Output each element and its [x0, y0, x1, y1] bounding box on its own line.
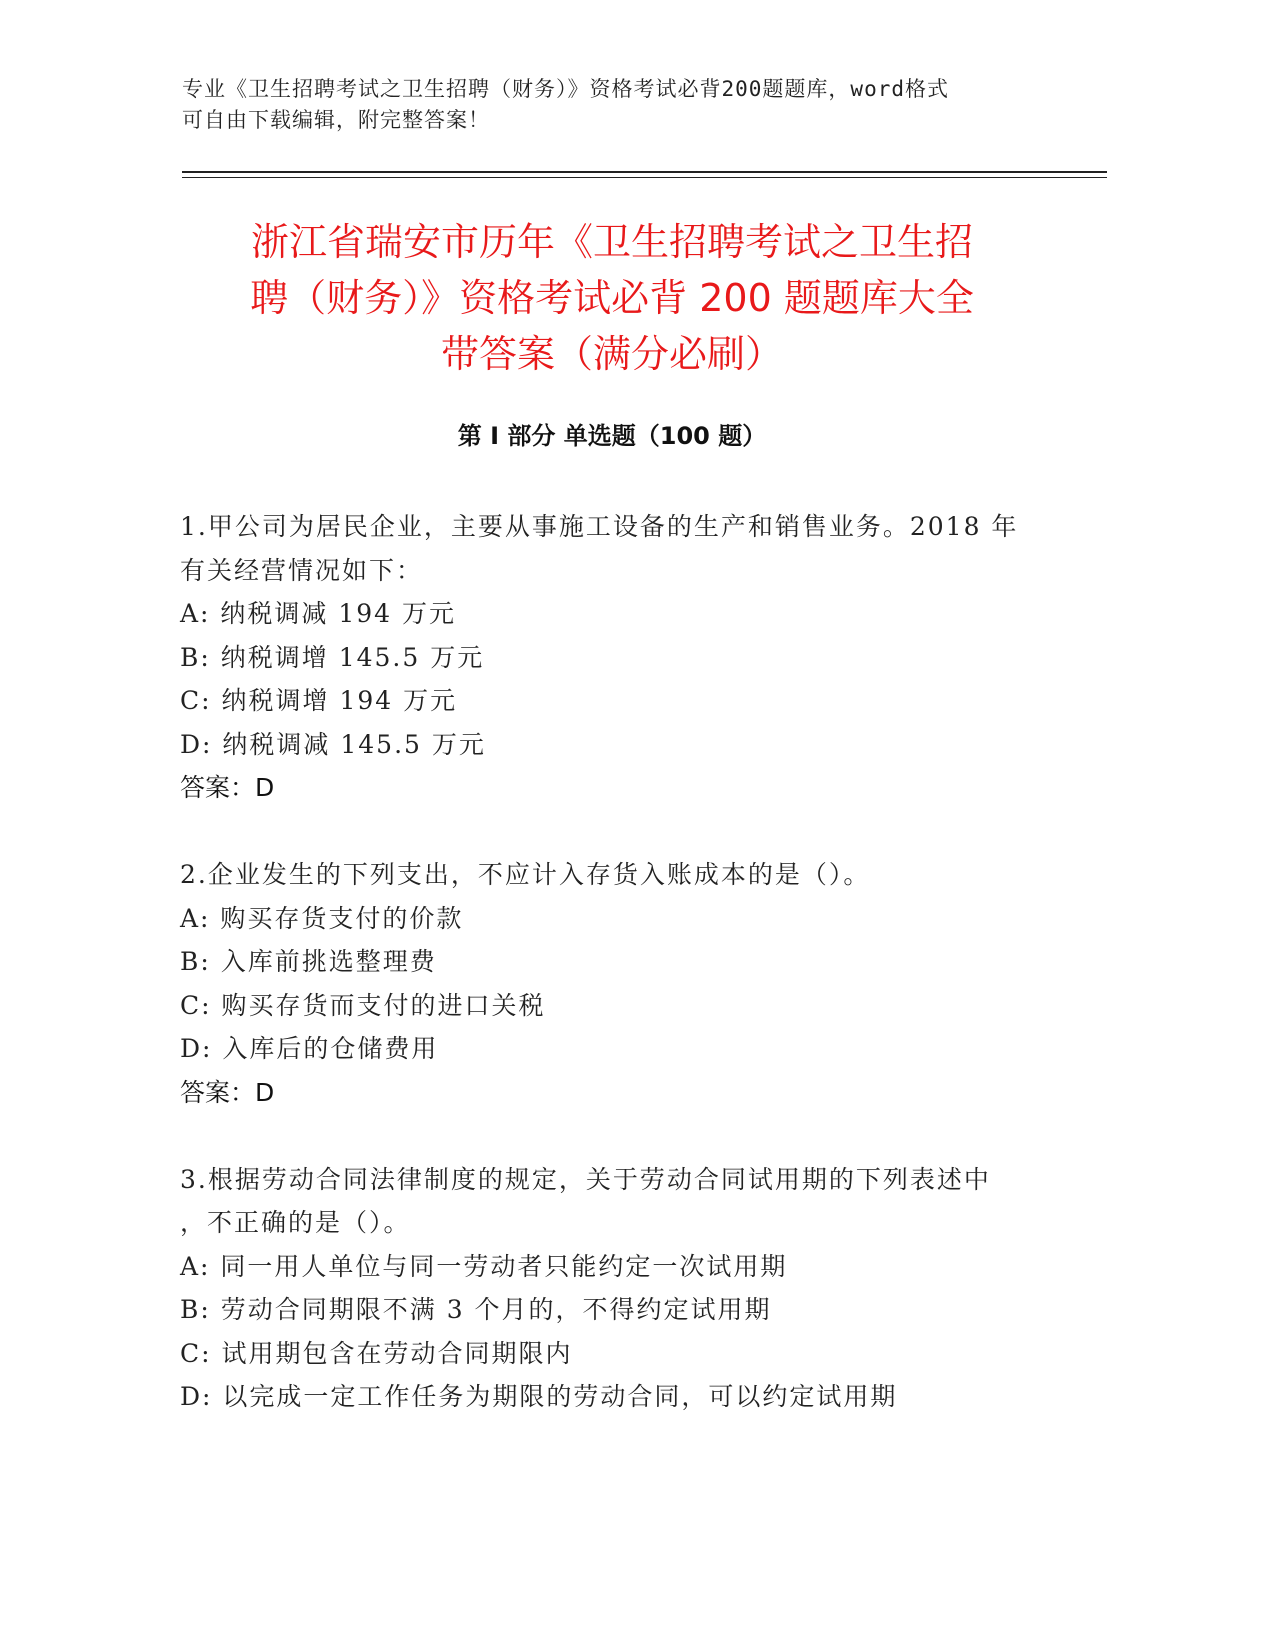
- document-title-line3: 带答案（满分必刷）: [440, 332, 783, 376]
- question-list: [180, 505, 1030, 1462]
- answer-line: 答案：D: [180, 773, 275, 802]
- option-a: A: 购买存货支付的价款: [180, 903, 464, 933]
- part-heading: 第 I 部分 单选题（100 题）: [457, 422, 767, 450]
- question-stem-line: 1.甲公司为居民企业，主要从事施工设备的生产和销售业务。2018 年: [180, 512, 1019, 541]
- header-note-line2: 可自由下载编辑，附完整答案！: [182, 108, 490, 132]
- header-note: [182, 74, 1032, 136]
- header-divider-thick: [182, 171, 1107, 173]
- option-d: D: 以完成一定工作任务为期限的劳动合同，可以约定试用期: [180, 1382, 898, 1411]
- document-title: [182, 214, 1042, 382]
- header-note-line1: 专业《卫生招聘考试之卫生招聘（财务）》资格考试必背200题题库，word格式: [182, 77, 949, 101]
- option-c: C: 购买存货而支付的进口关税: [180, 990, 546, 1020]
- document-title-line1: 浙江省瑞安市历年《卫生招聘考试之卫生招: [250, 220, 973, 264]
- option-d: D: 纳税调减 145.5 万元: [180, 729, 486, 759]
- option-d: D: 入库后的仓储费用: [180, 1034, 439, 1063]
- option-a: A: 纳税调减 194 万元: [180, 599, 457, 628]
- question-stem-line: ，不正确的是（）。: [180, 1208, 411, 1237]
- option-b: B: 纳税调增 145.5 万元: [180, 642, 485, 672]
- answer-line: 答案：D: [180, 1077, 275, 1107]
- document-title-line2: 聘（财务）》资格考试必背 200 题题库大全: [250, 276, 974, 320]
- question-2: [180, 853, 1030, 1114]
- option-b: B: 入库前挑选整理费: [180, 947, 437, 976]
- question-1: [180, 505, 1030, 810]
- question-stem-line: 2.企业发生的下列支出，不应计入存货入账成本的是（）。: [180, 860, 871, 889]
- option-b: B: 劳动合同期限不满 3 个月的，不得约定试用期: [180, 1295, 772, 1324]
- option-c: C: 试用期包含在劳动合同期限内: [180, 1338, 573, 1368]
- question-stem-line: 有关经营情况如下：: [180, 555, 424, 585]
- option-c: C: 纳税调增 194 万元: [180, 686, 458, 715]
- header-divider-thin: [182, 177, 1107, 178]
- question-stem-line: 3.根据劳动合同法律制度的规定，关于劳动合同试用期的下列表述中: [180, 1164, 991, 1194]
- question-3: [180, 1158, 1030, 1419]
- option-a: A: 同一用人单位与同一劳动者只能约定一次试用期: [180, 1251, 788, 1281]
